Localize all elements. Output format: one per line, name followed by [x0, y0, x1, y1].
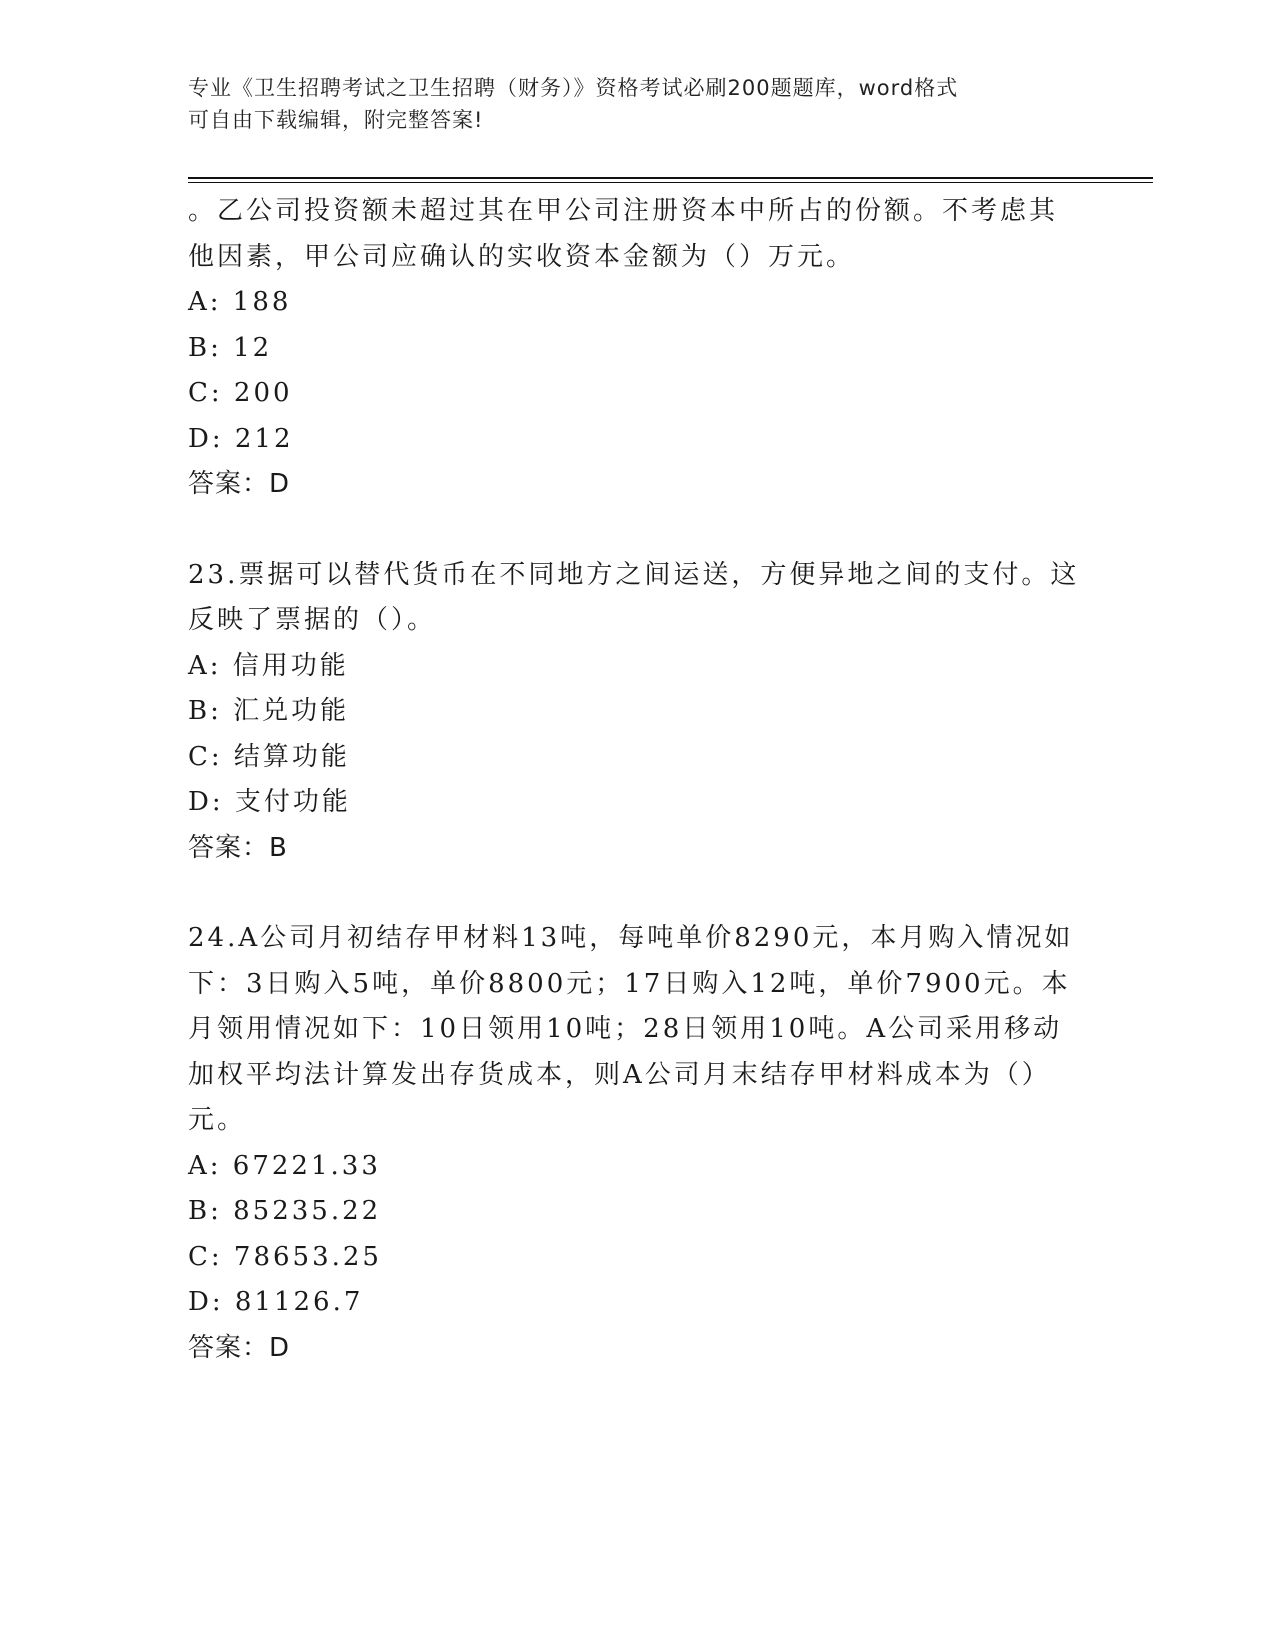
question-spacer — [188, 508, 1088, 553]
question-list — [188, 189, 1088, 1371]
answer-line: 答案：D — [188, 469, 291, 499]
question-block — [188, 189, 1088, 508]
question-block — [188, 553, 1088, 872]
question-text-line: 23.票据可以替代货币在不同地方之间运送，方便异地之间的支付。这 — [188, 559, 1080, 590]
question-text-line: 。乙公司投资额未超过其在甲公司注册资本中所占的份额。不考虑其 — [188, 196, 1059, 226]
option-a: A: 信用功能 — [188, 650, 349, 681]
answer-line: 答案：B — [188, 832, 288, 863]
question-text-line: 加权平均法计算发出存货成本，则A公司月末结存甲材料成本为（） — [188, 1059, 1051, 1090]
option-d: D: 212 — [188, 423, 294, 454]
header-divider-thin — [188, 182, 1153, 183]
option-d: D: 支付功能 — [188, 787, 351, 817]
question-text-line: 24.A公司月初结存甲材料13吨，每吨单价8290元，本月购入情况如 — [188, 923, 1074, 953]
option-b: B: 汇兑功能 — [188, 696, 350, 726]
option-d: D: 81126.7 — [188, 1287, 364, 1317]
question-spacer — [188, 871, 1088, 916]
option-c: C: 78653.25 — [188, 1241, 382, 1272]
question-text-line: 他因素，甲公司应确认的实收资本金额为（）万元。 — [188, 241, 856, 272]
option-b: B: 12 — [188, 332, 273, 363]
option-a: A: 67221.33 — [188, 1150, 381, 1181]
document-header — [188, 72, 1068, 136]
header-line-2: 可自由下载编辑，附完整答案! — [188, 108, 484, 132]
question-text-line: 元。 — [188, 1105, 247, 1135]
option-a: A: 188 — [188, 287, 292, 317]
option-b: B: 85235.22 — [188, 1196, 382, 1226]
question-text-line: 反映了票据的（）。 — [188, 605, 437, 635]
header-line-1: 专业《卫生招聘考试之卫生招聘（财务）》资格考试必刷200题题库，word格式 — [188, 76, 959, 100]
answer-line: 答案：D — [188, 1332, 291, 1363]
header-divider-thick — [188, 177, 1153, 179]
question-block — [188, 916, 1088, 1371]
question-text-line: 月领用情况如下：10日领用10吨；28日领用10吨。A公司采用移动 — [188, 1014, 1063, 1044]
option-c: C: 200 — [188, 378, 293, 408]
option-c: C: 结算功能 — [188, 741, 350, 772]
question-text-line: 下：3日购入5吨，单价8800元；17日购入12吨，单价7900元。本 — [188, 968, 1071, 999]
